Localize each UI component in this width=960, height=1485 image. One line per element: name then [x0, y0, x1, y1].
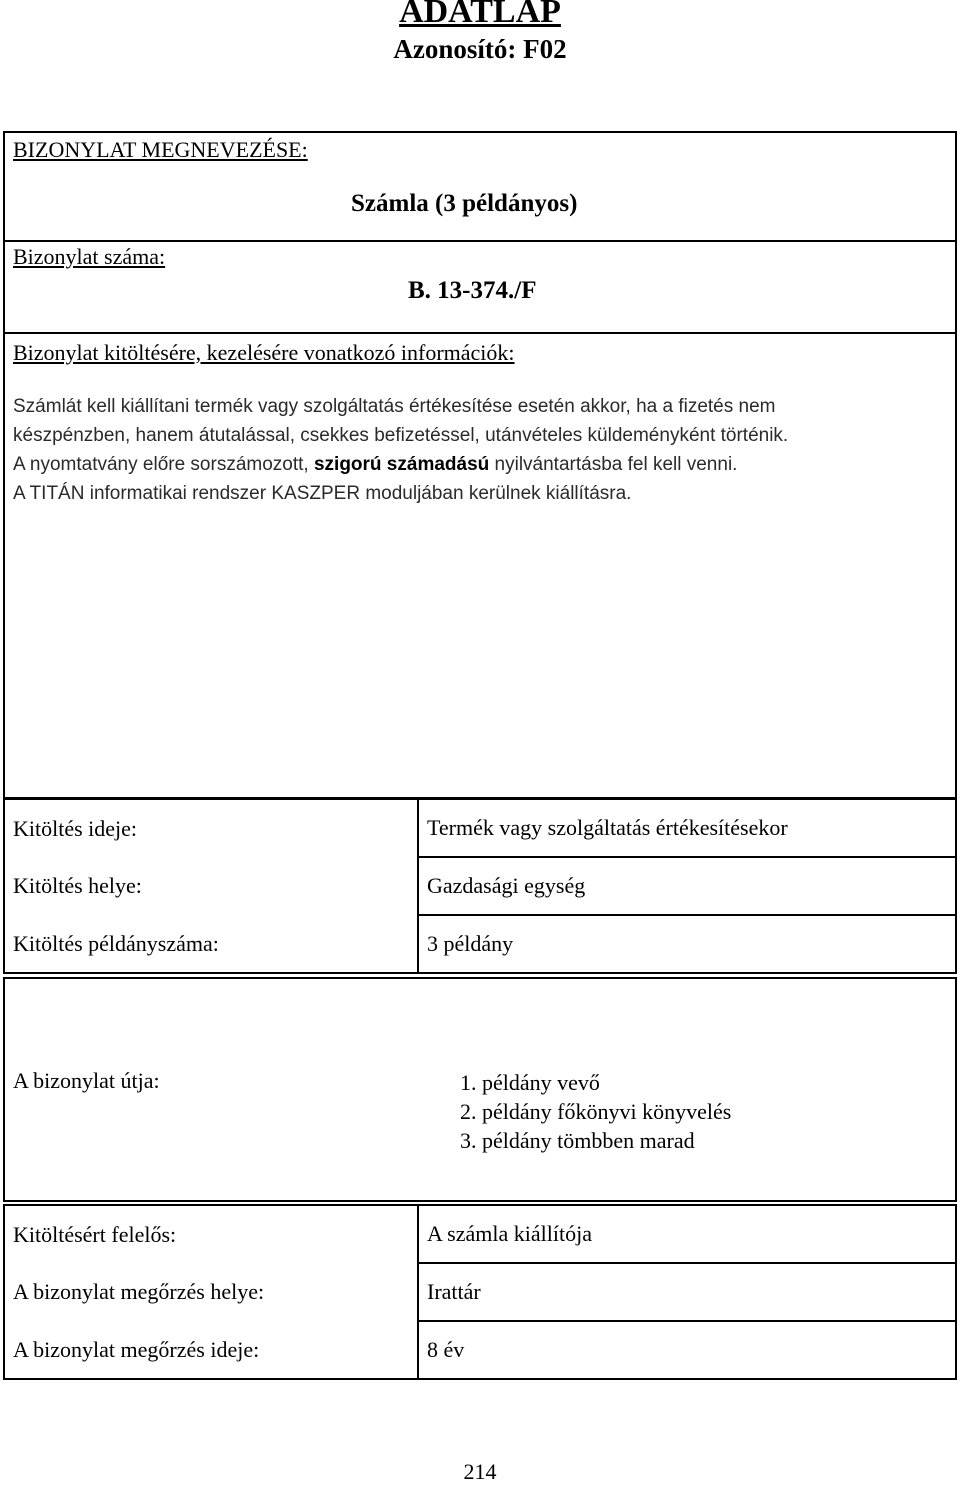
document-info-section: [3, 334, 957, 799]
info-line3-pre: A nyomtatvány előre sorszámozott,: [13, 454, 314, 475]
fill-time-value: Termék vagy szolgáltatás értékesítésekor: [418, 799, 956, 857]
fill-copies-value: 3 példány: [418, 915, 956, 973]
fill-place-value: Gazdasági egység: [418, 857, 956, 915]
table-row: [4, 857, 956, 915]
page-title: ADATLAP: [399, 0, 561, 30]
document-number-section: [3, 242, 957, 334]
fill-place-label: Kitöltés helye:: [4, 857, 418, 915]
list-item: 1. példány vevő: [460, 1070, 600, 1095]
table-row: [4, 1321, 956, 1379]
document-name-label: BIZONYLAT MEGNEVEZÉSE:: [13, 137, 308, 162]
route-list: [460, 1068, 731, 1155]
responsible-label: Kitöltésért felelős:: [4, 1205, 418, 1263]
table-row: [4, 799, 956, 857]
document-route-section: [3, 977, 957, 1202]
list-item: 2. példány főkönyvi könyvelés: [460, 1099, 732, 1124]
document-name-value: Számla (3 példányos): [351, 190, 578, 217]
document-number-label: Bizonylat száma:: [13, 244, 166, 269]
document-number-value: B. 13-374./F: [408, 277, 537, 304]
responsibility-table: [3, 1204, 957, 1380]
fill-copies-label: Kitöltés példányszáma:: [4, 915, 418, 973]
route-label: A bizonylat útja:: [13, 1068, 160, 1093]
table-row: [4, 915, 956, 973]
info-line: A TITÁN informatikai rendszer KASZPER moduljában kerülnek kiállításra.: [13, 483, 632, 504]
table-row: [4, 1263, 956, 1321]
list-item: 3. példány tömbben marad: [460, 1128, 695, 1153]
responsible-value: A számla kiállítója: [418, 1205, 956, 1263]
storage-time-value: 8 év: [418, 1321, 956, 1379]
storage-time-label: A bizonylat megőrzés ideje:: [4, 1321, 418, 1379]
info-line3-post: nyilvántartásba fel kell venni.: [489, 454, 738, 475]
info-line3-bold: szigorú számadású: [313, 454, 490, 475]
storage-place-label: A bizonylat megőrzés helye:: [4, 1263, 418, 1321]
document-info-text: [13, 392, 943, 508]
page-number: 214: [463, 1459, 497, 1484]
table-row: [4, 1205, 956, 1263]
info-line: [13, 450, 943, 479]
fill-time-label: Kitöltés ideje:: [4, 799, 418, 857]
info-line: készpénzben, hanem átutalással, csekkes befizetéssel, utánvételes küldeményként történik.: [13, 425, 789, 446]
document-identifier: Azonosító: F02: [393, 34, 567, 64]
info-line: Számlát kell kiállítani termék vagy szolgáltatás értékesítése esetén akkor, ha a fizetés nem: [13, 396, 776, 417]
document-info-label: Bizonylat kitöltésére, kezelésére vonatkozó információk:: [13, 340, 515, 365]
document-name-section: [3, 131, 957, 242]
fill-details-table: [3, 798, 957, 974]
storage-place-value: Irattár: [418, 1263, 956, 1321]
